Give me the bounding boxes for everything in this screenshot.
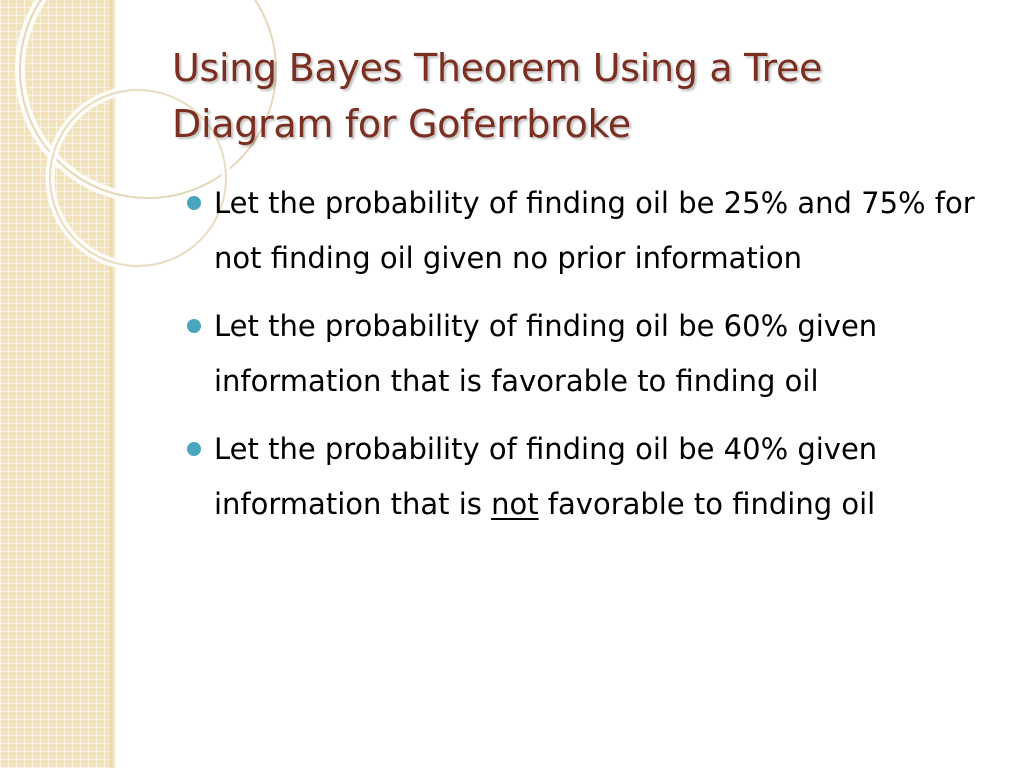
title-line-1: Using Bayes Theorem Using a Tree (172, 46, 823, 90)
decorative-circles (0, 0, 200, 260)
slide-title (172, 40, 972, 152)
bullet-dot-icon (187, 319, 201, 333)
bullet-text-after: favorable to finding oil (538, 487, 876, 521)
bullet-dot-icon (187, 442, 201, 456)
bullet-item (184, 422, 984, 532)
bullet-text: Let the probability of finding oil be 60% given information that is favorable to finding oil (214, 309, 878, 398)
bullet-list (184, 176, 984, 545)
title-line-2: Diagram for Goferrbroke (172, 102, 631, 146)
bullet-emphasis-underlined: not (491, 487, 539, 521)
bullet-dot-icon (187, 196, 201, 210)
bullet-item (184, 299, 984, 409)
bullet-item (184, 176, 984, 286)
bullet-text-before: Let the probability of finding oil be 40% given information that is (214, 432, 878, 521)
bullet-text: Let the probability of finding oil be 25% and 75% for not finding oil given no prior information (214, 186, 975, 275)
